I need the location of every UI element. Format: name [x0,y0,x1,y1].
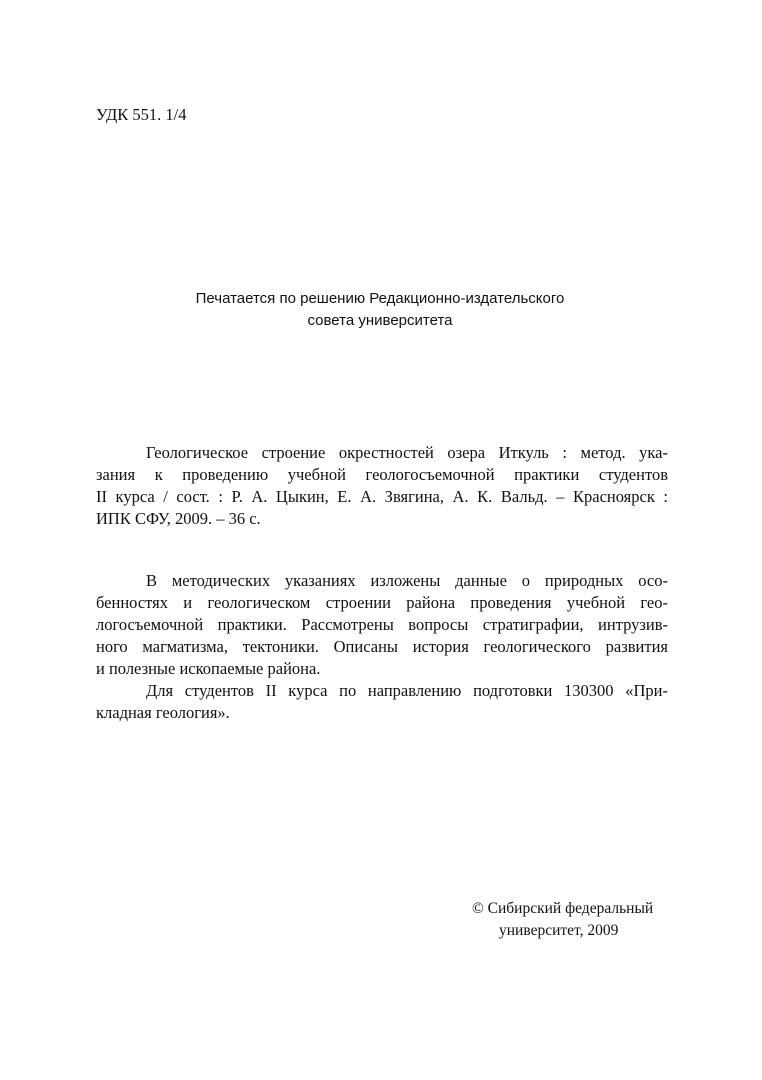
publication-decision [120,288,640,332]
annotation-line: логосъемочной практики. Рассмотрены вопросы стратиграфии, интрузив- [96,615,668,634]
copyright-notice [472,898,653,942]
bibliographic-record [96,442,668,530]
udk-code: УДК 551. 1/4 [96,105,187,124]
bibliography-line: зания к проведению учебной геологосъемочной практики студентов [96,465,668,484]
decision-line: совета университета [307,312,453,329]
annotation-line: бенностях и геологическом строении района проведения учебной гео- [96,593,668,612]
audience-line: Для студентов II курса по направлению подготовки 130300 «При- [146,681,668,700]
audience-line: кладная геология». [96,703,230,722]
decision-line: Печатается по решению Редакционно-издательского [195,290,565,307]
bibliography-line: ИПК СФУ, 2009. – 36 с. [96,509,261,528]
bibliography-line: II курса / сост. : Р. А. Цыкин, Е. А. Звягина, А. К. Вальд. – Красноярск : [96,487,668,506]
copyright-line: университет, 2009 [499,922,619,939]
annotation-line: ного магматизма, тектоники. Описаны история геологического развития [96,637,668,656]
annotation-line: В методических указаниях изложены данные о природных осо- [146,571,668,590]
copyright-line: © Сибирский федеральный [472,900,654,917]
annotation-line: и полезные ископаемые района. [96,659,321,678]
bibliography-line: Геологическое строение окрестностей озера Иткуль : метод. ука- [146,443,668,462]
annotation [96,570,668,724]
